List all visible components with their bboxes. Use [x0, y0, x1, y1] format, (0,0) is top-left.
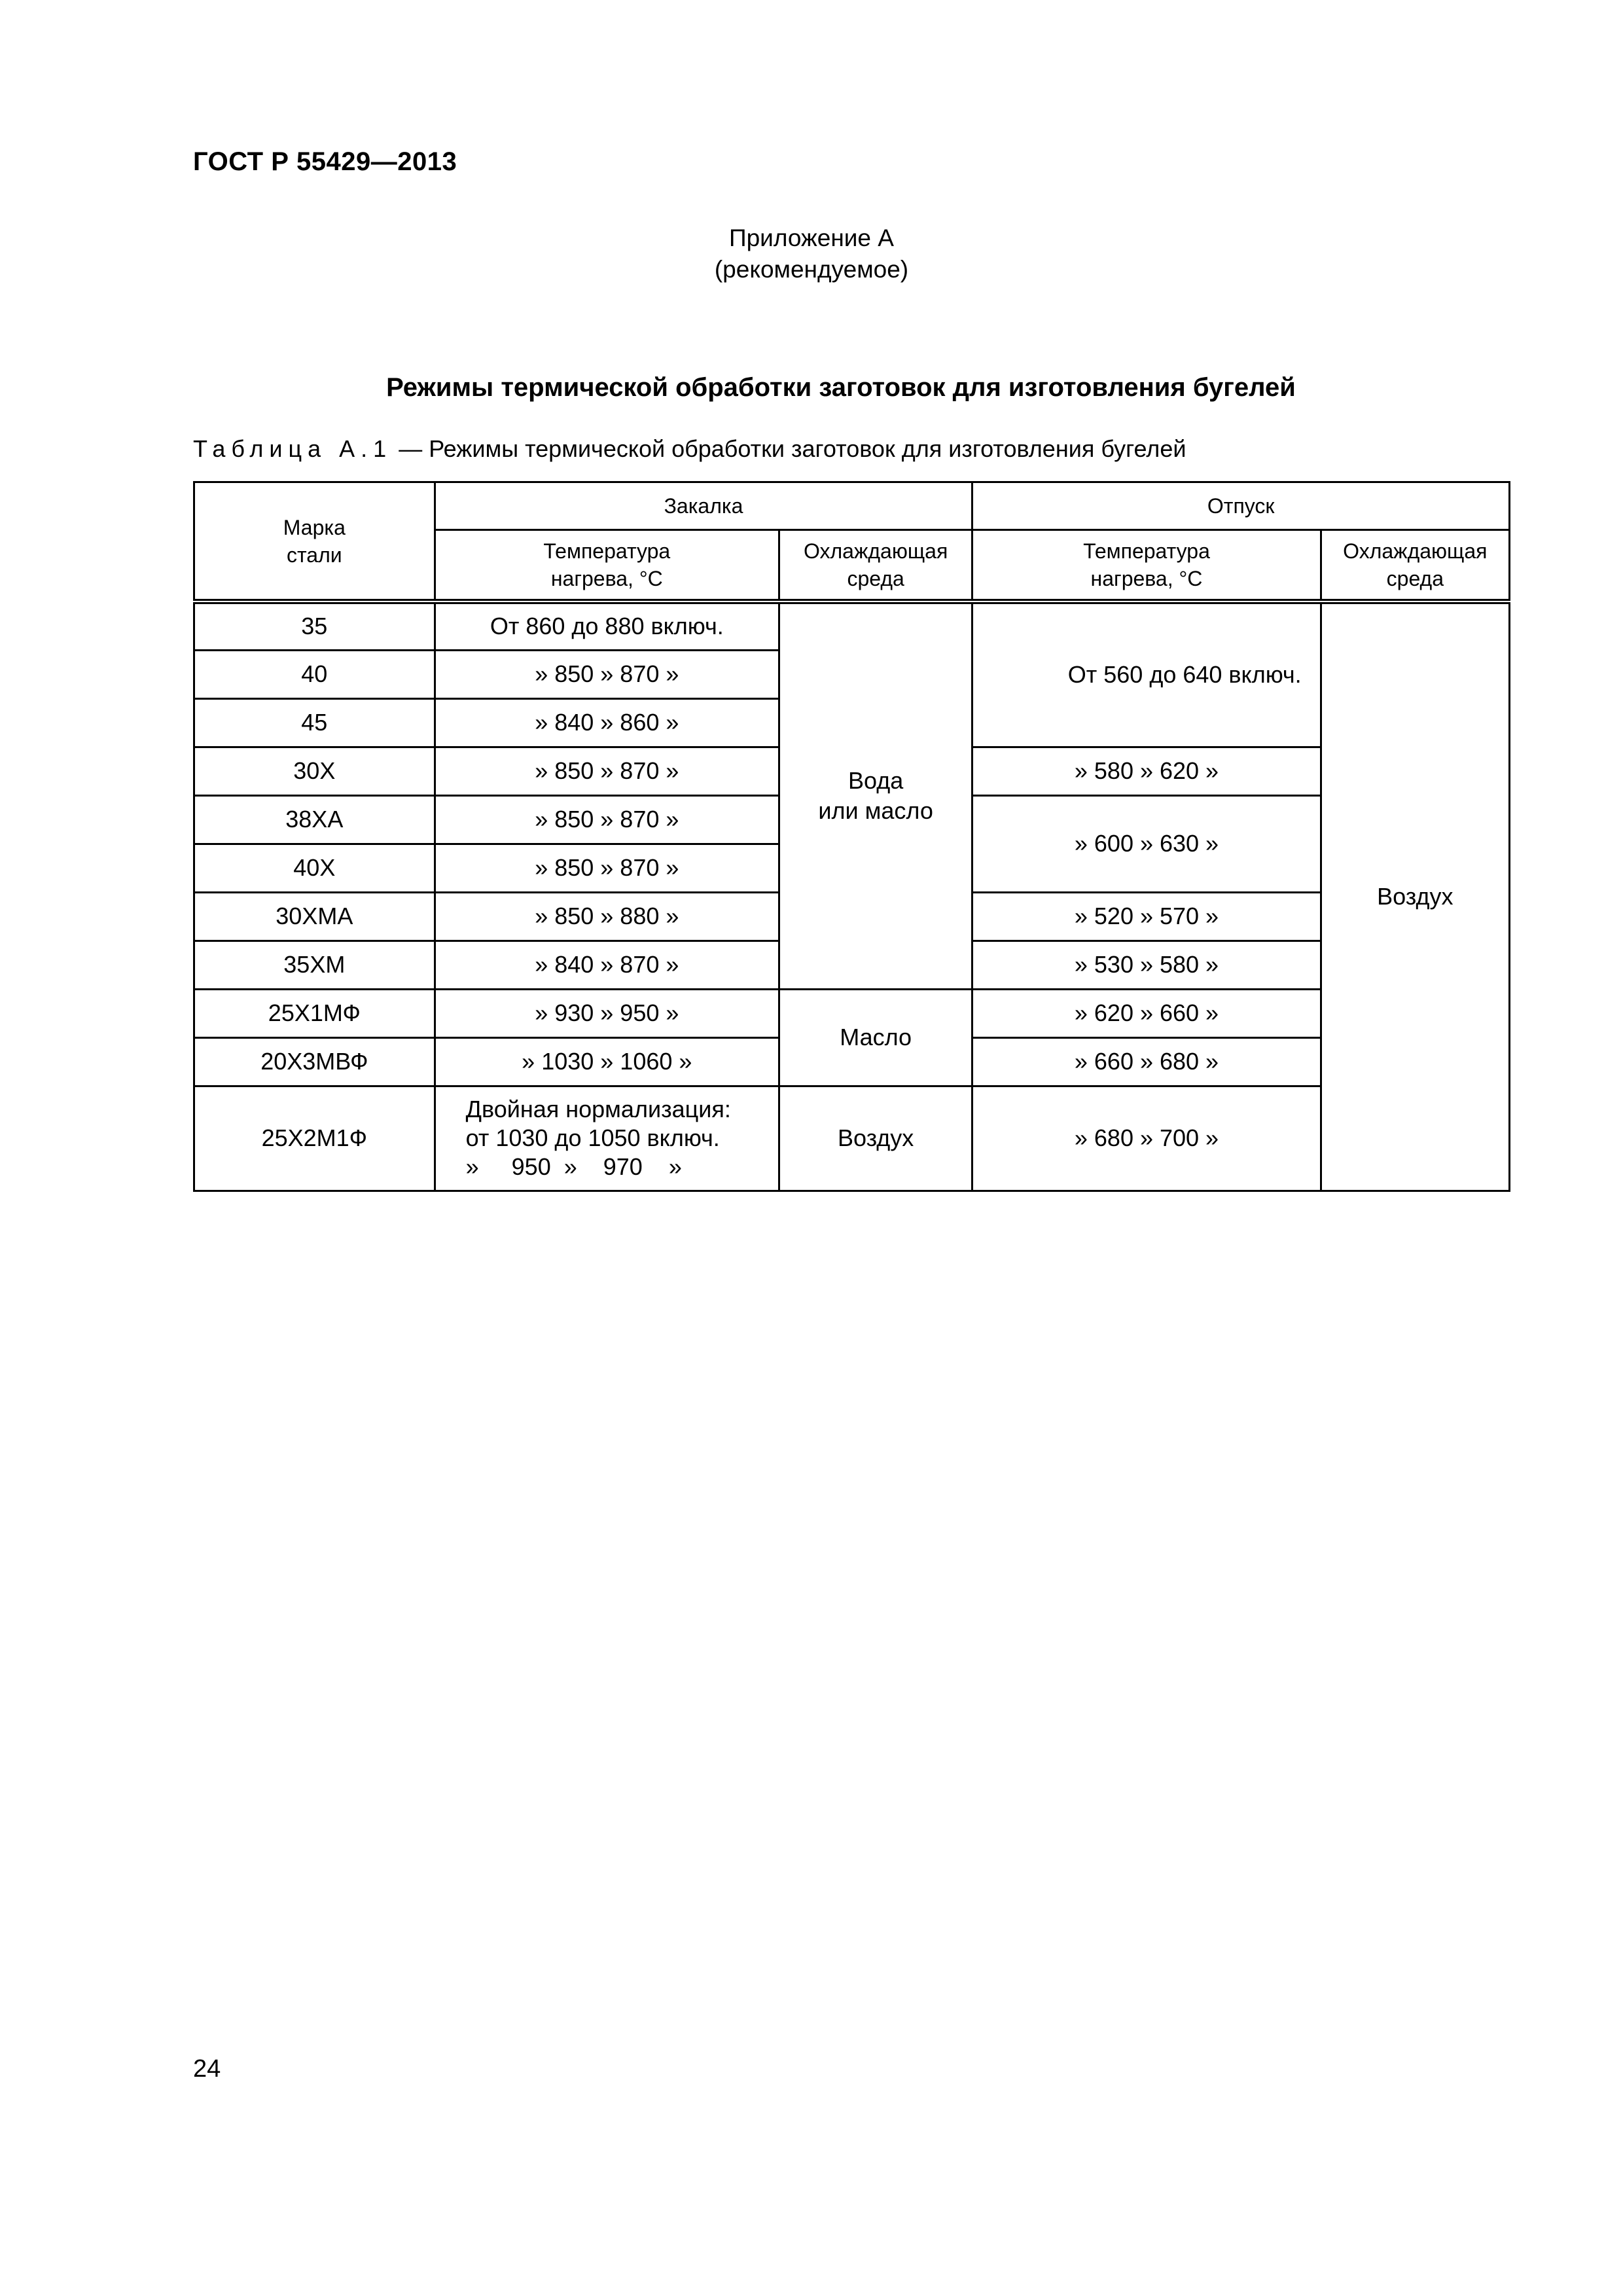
cell-quench-medium-air: Воздух [779, 1086, 972, 1191]
header-tempering: Отпуск [972, 482, 1510, 530]
cell-quench-medium-water-oil: Вода или масло [779, 601, 972, 989]
cell-quench-temp: » 850 » 870 » [435, 650, 779, 698]
cell-grade: 30Х [194, 747, 435, 795]
header-steel-grade: Марка стали [194, 482, 435, 602]
page-number: 24 [193, 2055, 221, 2083]
appendix-title: Приложение А [729, 224, 894, 251]
cell-quench-temp: » 850 » 870 » [435, 795, 779, 844]
table-caption [193, 435, 1186, 463]
cell-grade: 38ХА [194, 795, 435, 844]
cell-quench-temp: » 850 » 870 » [435, 747, 779, 795]
cell-grade: 25Х1МФ [194, 989, 435, 1037]
standard-designation: ГОСТ Р 55429—2013 [193, 147, 457, 176]
cell-temper-medium-air: Воздух [1321, 601, 1509, 1191]
cell-quench-medium-oil: Масло [779, 989, 972, 1086]
cell-temper-temp: » 680 » 700 » [972, 1086, 1321, 1191]
cell-temper-temp: » 530 » 580 » [972, 941, 1321, 989]
cell-temper-temp: » 600 » 630 » [972, 795, 1321, 892]
cell-grade: 45 [194, 698, 435, 747]
cell-quench-temp: » 930 » 950 » [435, 989, 779, 1037]
cell-grade: 35 [194, 601, 435, 650]
cell-quench-temp: » 850 » 880 » [435, 892, 779, 941]
table-caption-text: — Режимы термической обработки заготовок для изготовления бугелей [392, 435, 1186, 462]
table-row [194, 1086, 1510, 1191]
heat-treatment-table [193, 481, 1510, 1192]
cell-quench-temp: От 860 до 880 включ. [435, 601, 779, 650]
cell-temper-temp: » 580 » 620 » [972, 747, 1321, 795]
cell-grade: 25Х2М1Ф [194, 1086, 435, 1191]
header-quenching: Закалка [435, 482, 972, 530]
cell-quench-temp: » 840 » 860 » [435, 698, 779, 747]
table-caption-label: Таблица А.1 [193, 435, 393, 462]
appendix-heading [0, 223, 1623, 285]
header-quench-medium: Охлаждающая среда [779, 530, 972, 602]
table-header-row [194, 482, 1510, 530]
cell-grade: 35ХМ [194, 941, 435, 989]
header-temper-temp: Температура нагрева, °С [972, 530, 1321, 602]
cell-temper-temp: » 620 » 660 » [972, 989, 1321, 1037]
cell-temper-temp: От 560 до 640 включ. [972, 601, 1321, 747]
table-row [194, 989, 1510, 1037]
cell-grade: 30ХМА [194, 892, 435, 941]
cell-quench-temp-double-normalization: Двойная нормализация: от 1030 до 1050 включ. » 950 » 970 » [435, 1086, 779, 1191]
cell-quench-temp: » 1030 » 1060 » [435, 1037, 779, 1086]
cell-grade: 40 [194, 650, 435, 698]
appendix-status: (рекомендуемое) [714, 256, 909, 283]
cell-quench-temp: » 850 » 870 » [435, 844, 779, 892]
section-title: Режимы термической обработки заготовок для изготовления бугелей [386, 373, 1296, 402]
cell-grade: 20Х3МВФ [194, 1037, 435, 1086]
cell-grade: 40Х [194, 844, 435, 892]
header-quench-temp: Температура нагрева, °С [435, 530, 779, 602]
header-temper-medium: Охлаждающая среда [1321, 530, 1509, 602]
cell-quench-temp: » 840 » 870 » [435, 941, 779, 989]
cell-temper-temp: » 520 » 570 » [972, 892, 1321, 941]
cell-temper-temp: » 660 » 680 » [972, 1037, 1321, 1086]
table-row [194, 601, 1510, 650]
